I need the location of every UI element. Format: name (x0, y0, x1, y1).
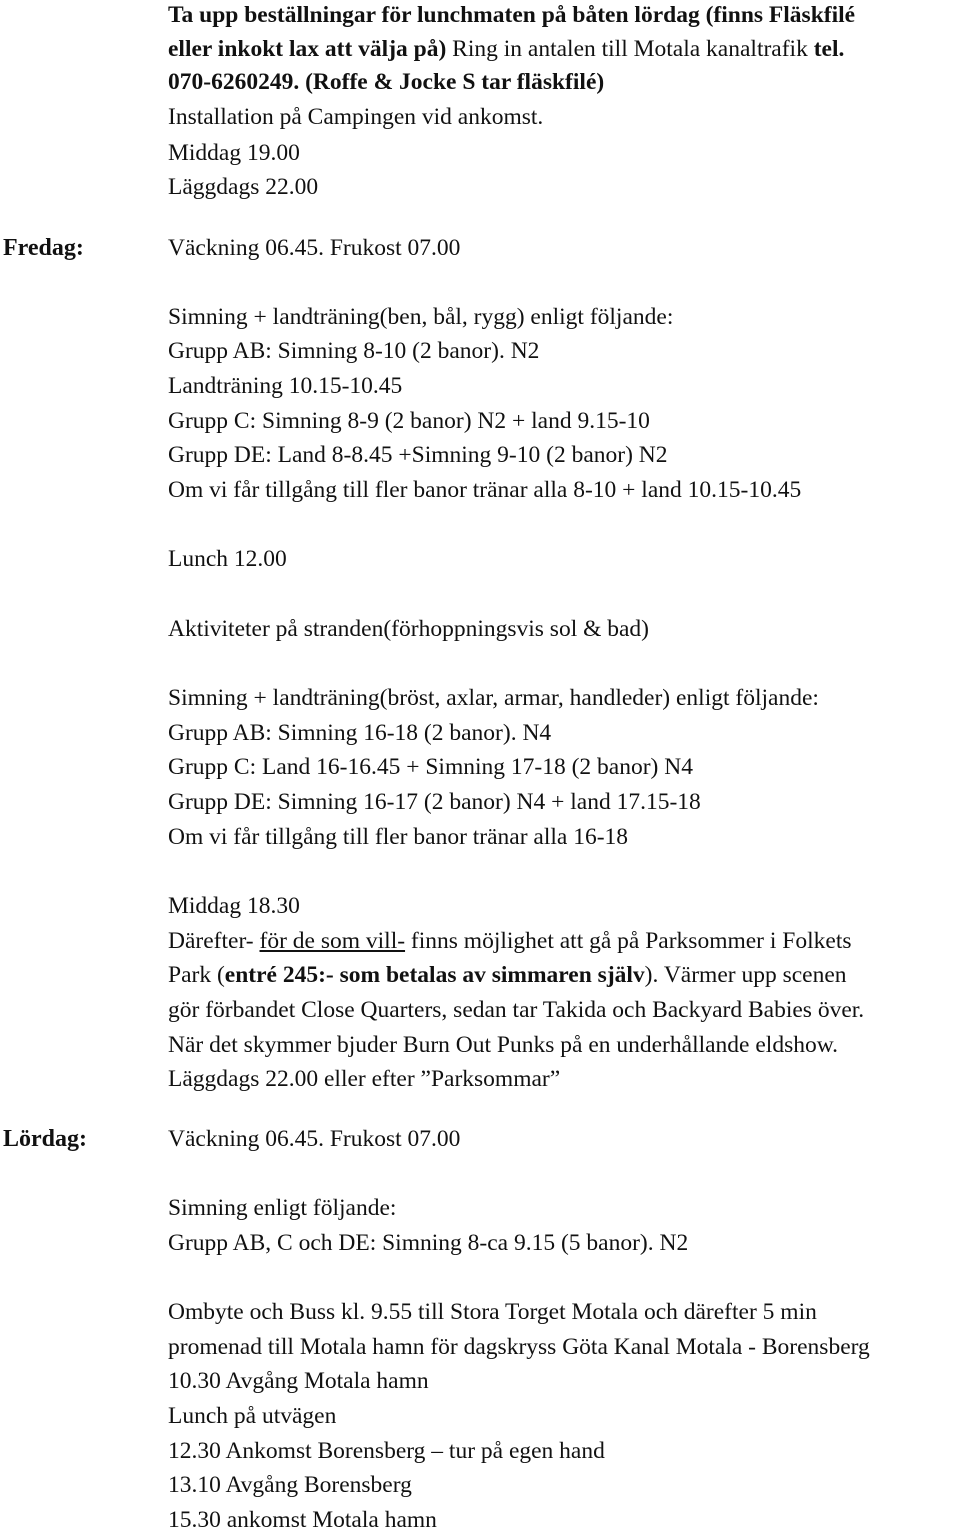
fredag-morning-title: Simning + landträning(ben, bål, rygg) enligt följande: (168, 304, 674, 330)
fredag-after-a: Därefter- (168, 928, 260, 954)
intro-line-4: Installation på Campingen vid ankomst. (168, 104, 544, 130)
lordag-arrival-2: 15.30 ankomst Motala hamn (168, 1507, 437, 1533)
day-label-lordag: Lördag: (3, 1126, 87, 1152)
lordag-swim-title: Simning enligt följande: (168, 1195, 397, 1221)
fredag-park-a: Park ( (168, 962, 225, 988)
fredag-bands: gör förbandet Close Quarters, sedan tar Takida och Backyard Babies över. (168, 997, 865, 1023)
lordag-lunch: Lunch på utvägen (168, 1403, 337, 1429)
intro-line-1: Ta upp beställningar för lunchmaten på båten lördag (finns Fläskfilé (168, 2, 856, 28)
lordag-walk: promenad till Motala hamn för dagskryss Göta Kanal Motala - Borensberg (168, 1334, 870, 1360)
intro-line-5: Middag 19.00 (168, 140, 300, 166)
fredag-park (168, 960, 847, 990)
fredag-park-bold: entré 245:- som betalas av simmaren själv (224, 962, 645, 988)
intro-line-6: Läggdags 22.00 (168, 174, 319, 200)
fredag-after (168, 926, 852, 956)
lordag-bus: Ombyte och Buss kl. 9.55 till Stora Torget Motala och därefter 5 min (168, 1299, 817, 1325)
fredag-lunch: Lunch 12.00 (168, 546, 287, 572)
fredag-morning-ab-land: Landträning 10.15-10.45 (168, 373, 403, 399)
fredag-wake: Väckning 06.45. Frukost 07.00 (168, 235, 461, 261)
fredag-park-b: ). Värmer upp scenen (644, 962, 847, 988)
fredag-afternoon-de: Grupp DE: Simning 16-17 (2 banor) N4 + land 17.15-18 (168, 789, 701, 815)
lordag-departure-2: 13.10 Avgång Borensberg (168, 1472, 412, 1498)
fredag-morning-c: Grupp C: Simning 8-9 (2 banor) N2 + land 9.15-10 (168, 408, 650, 434)
fredag-afternoon-title: Simning + landträning(bröst, axlar, armar, handleder) enligt följande: (168, 685, 819, 711)
intro-line-2-rest: Ring in antalen till Motala kanaltrafik (446, 36, 814, 62)
fredag-after-underlined: för de som vill- (259, 928, 406, 954)
intro-line-3: 070-6260249. (Roffe & Jocke S tar fläskfilé) (168, 69, 605, 95)
fredag-after-b: finns möjlighet att gå på Parksommer i Folkets (405, 928, 852, 954)
intro-line-2-tel: tel. (813, 36, 845, 62)
lordag-wake: Väckning 06.45. Frukost 07.00 (168, 1126, 461, 1152)
fredag-afternoon-ab: Grupp AB: Simning 16-18 (2 banor). N4 (168, 720, 552, 746)
lordag-departure: 10.30 Avgång Motala hamn (168, 1368, 429, 1394)
day-label-fredag: Fredag: (3, 235, 84, 261)
fredag-activities: Aktiviteter på stranden(förhoppningsvis sol & bad) (168, 616, 650, 642)
fredag-burnout: När det skymmer bjuder Burn Out Punks på en underhållande eldshow. (168, 1032, 839, 1058)
fredag-afternoon-all: Om vi får tillgång till fler banor tränar alla 16-18 (168, 824, 629, 850)
fredag-morning-ab: Grupp AB: Simning 8-10 (2 banor). N2 (168, 338, 540, 364)
fredag-morning-all: Om vi får tillgång till fler banor tränar alla 8-10 + land 10.15-10.45 (168, 477, 802, 503)
lordag-swim-groups: Grupp AB, C och DE: Simning 8-ca 9.15 (5 banor). N2 (168, 1230, 689, 1256)
fredag-dinner: Middag 18.30 (168, 893, 300, 919)
fredag-afternoon-c: Grupp C: Land 16-16.45 + Simning 17-18 (2 banor) N4 (168, 754, 693, 780)
lordag-arrival: 12.30 Ankomst Borensberg – tur på egen hand (168, 1438, 605, 1464)
fredag-morning-de: Grupp DE: Land 8-8.45 +Simning 9-10 (2 banor) N2 (168, 442, 668, 468)
intro-line-2 (168, 34, 844, 64)
fredag-bed: Läggdags 22.00 eller efter ”Parksommar” (168, 1066, 561, 1092)
intro-line-2-bold: eller inkokt lax att välja på) (168, 36, 447, 62)
